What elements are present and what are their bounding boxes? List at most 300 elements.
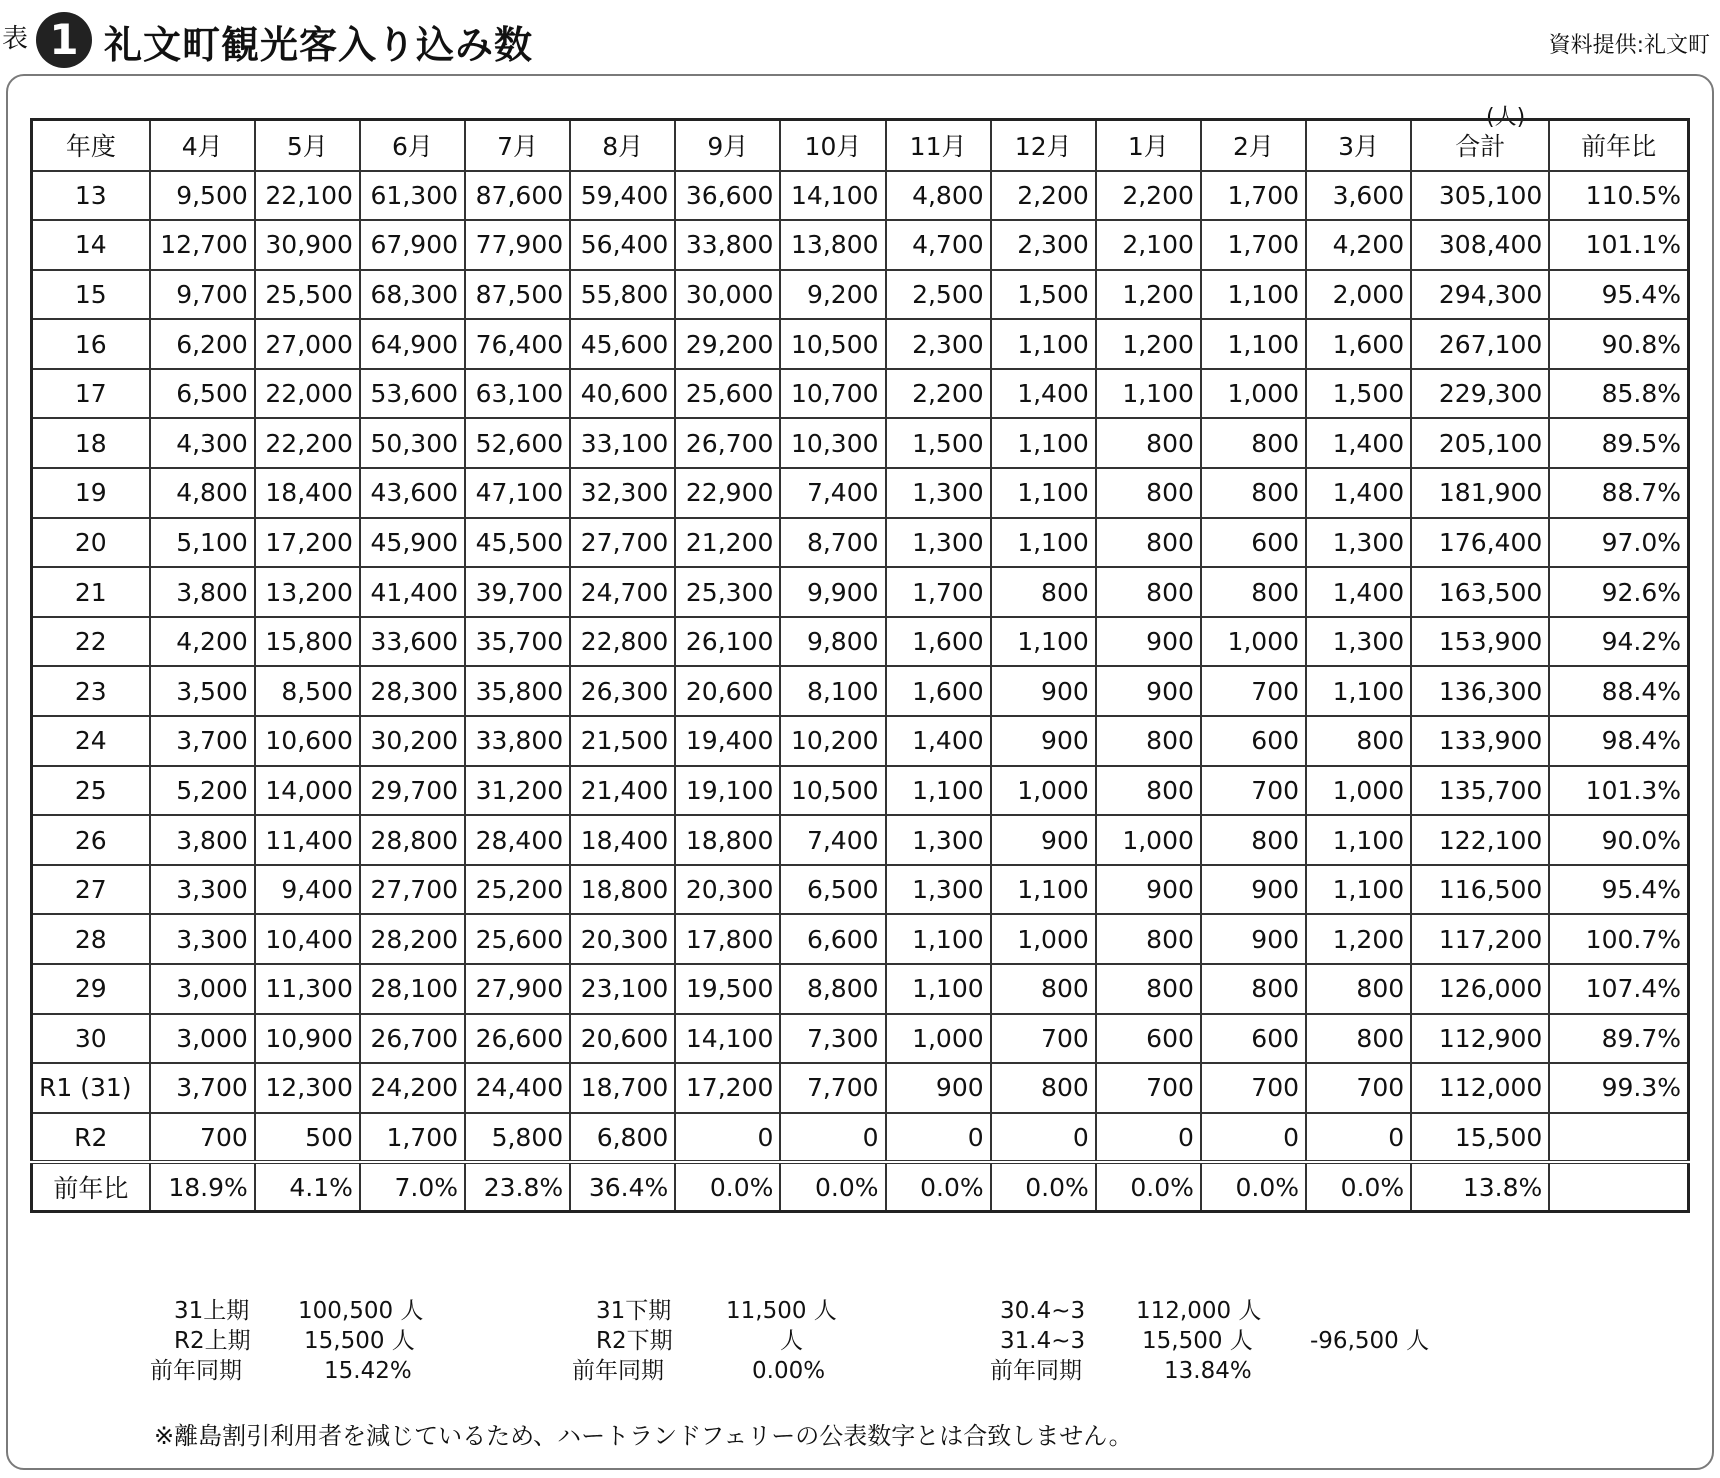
table-cell: 19,100: [675, 766, 780, 816]
column-header: 1月: [1096, 120, 1201, 171]
table-cell: 229,300: [1411, 369, 1549, 419]
table-cell: 1,700: [1201, 220, 1306, 270]
table-cell: 800: [991, 567, 1096, 617]
table-cell: 1,600: [886, 617, 991, 667]
table-cell: 10,500: [780, 766, 885, 816]
summary-value: 13.84%: [1164, 1358, 1252, 1384]
table-cell: 3,800: [150, 815, 255, 865]
table-cell: 4.1%: [255, 1162, 360, 1212]
table-cell: 27,700: [570, 518, 675, 568]
table-cell: 1,100: [991, 418, 1096, 468]
table-cell: 11,300: [255, 964, 360, 1014]
table-cell: 40,600: [570, 369, 675, 419]
table-cell: 600: [1096, 1014, 1201, 1064]
table-cell: 107.4%: [1549, 964, 1688, 1014]
table-cell: 900: [1096, 865, 1201, 915]
table-cell: 95.4%: [1549, 270, 1688, 320]
table-cell: 15,500: [1411, 1113, 1549, 1163]
table-cell: 800: [1096, 914, 1201, 964]
table-cell: 1,100: [1201, 319, 1306, 369]
table-cell: 700: [1201, 666, 1306, 716]
table-cell: 88.4%: [1549, 666, 1688, 716]
table-cell: 800: [1201, 468, 1306, 518]
table-cell: 2,000: [1306, 270, 1411, 320]
table-cell: 800: [991, 964, 1096, 1014]
year-cell: 28: [32, 914, 150, 964]
summary-label: 30.4~3: [1000, 1298, 1086, 1324]
table-cell: 25,600: [465, 914, 570, 964]
table-cell: 205,100: [1411, 418, 1549, 468]
table-cell: 101.3%: [1549, 766, 1688, 816]
table-row: [32, 1113, 1689, 1163]
table-cell: 800: [991, 1063, 1096, 1113]
table-row: [32, 716, 1689, 766]
table-cell: 18,700: [570, 1063, 675, 1113]
table-cell: 28,800: [360, 815, 465, 865]
table-cell: 30,900: [255, 220, 360, 270]
table-cell: 100.7%: [1549, 914, 1688, 964]
table-cell: 1,400: [1306, 418, 1411, 468]
table-cell: 1,100: [991, 865, 1096, 915]
table-cell: 1,200: [1096, 319, 1201, 369]
table-cell: 600: [1201, 518, 1306, 568]
table-cell: 0: [675, 1113, 780, 1163]
table-cell: 21,200: [675, 518, 780, 568]
table-cell: 20,300: [675, 865, 780, 915]
table-cell: 800: [1096, 518, 1201, 568]
table-cell: 1,600: [886, 666, 991, 716]
year-cell: 17: [32, 369, 150, 419]
table-cell: 800: [1306, 1014, 1411, 1064]
table-cell: 89.7%: [1549, 1014, 1688, 1064]
table-cell: 1,100: [1096, 369, 1201, 419]
table-row: [32, 518, 1689, 568]
column-header: 8月: [570, 120, 675, 171]
table-cell: 8,700: [780, 518, 885, 568]
table-cell: 35,700: [465, 617, 570, 667]
table-cell: 87,600: [465, 171, 570, 221]
table-cell: 77,900: [465, 220, 570, 270]
table-cell: 117,200: [1411, 914, 1549, 964]
table-cell: 294,300: [1411, 270, 1549, 320]
table-cell: 2,500: [886, 270, 991, 320]
table-cell: [1549, 1113, 1688, 1163]
summary-label: 前年同期: [990, 1358, 1082, 1384]
summary-value: 15,500 人: [1142, 1328, 1253, 1354]
table-cell: 68,300: [360, 270, 465, 320]
table-cell: 133,900: [1411, 716, 1549, 766]
table-row: [32, 270, 1689, 320]
table-cell: 0.0%: [675, 1162, 780, 1212]
table-cell: 1,200: [1306, 914, 1411, 964]
table-number-badge: 1: [36, 12, 92, 68]
table-cell: 18,800: [570, 865, 675, 915]
table-cell: 7,700: [780, 1063, 885, 1113]
table-cell: 1,000: [991, 766, 1096, 816]
table-cell: 76,400: [465, 319, 570, 369]
table-cell: 1,100: [886, 766, 991, 816]
table-cell: 1,100: [886, 964, 991, 1014]
table-cell: 47,100: [465, 468, 570, 518]
table-cell: 20,300: [570, 914, 675, 964]
column-header: 合計: [1411, 120, 1549, 171]
column-header: 前年比: [1549, 120, 1688, 171]
table-row: [32, 666, 1689, 716]
table-cell: 800: [1306, 716, 1411, 766]
table-cell: 1,400: [1306, 567, 1411, 617]
table-cell: 135,700: [1411, 766, 1549, 816]
table-cell: 1,300: [886, 518, 991, 568]
table-cell: 12,700: [150, 220, 255, 270]
table-cell: 900: [991, 666, 1096, 716]
table-cell: 28,300: [360, 666, 465, 716]
table-cell: 56,400: [570, 220, 675, 270]
table-cell: 22,200: [255, 418, 360, 468]
table-cell: 2,200: [1096, 171, 1201, 221]
table-header-row: [32, 120, 1689, 171]
table-cell: [1549, 1162, 1688, 1212]
year-cell: R2: [32, 1113, 150, 1163]
year-cell: 19: [32, 468, 150, 518]
table-cell: 52,600: [465, 418, 570, 468]
table-cell: 0.0%: [1096, 1162, 1201, 1212]
table-cell: 6,600: [780, 914, 885, 964]
table-cell: 88.7%: [1549, 468, 1688, 518]
table-cell: 0.0%: [886, 1162, 991, 1212]
table-cell: 267,100: [1411, 319, 1549, 369]
table-cell: 1,300: [1306, 617, 1411, 667]
table-cell: 32,300: [570, 468, 675, 518]
summary-label: R2上期: [174, 1328, 251, 1354]
table-cell: 600: [1201, 716, 1306, 766]
table-cell: 0.0%: [1306, 1162, 1411, 1212]
table-cell: 7,400: [780, 468, 885, 518]
summary-label: 31.4~3: [1000, 1328, 1086, 1354]
table-cell: 30,200: [360, 716, 465, 766]
summary-value: 人: [780, 1328, 803, 1354]
table-cell: 18,400: [570, 815, 675, 865]
table-cell: 1,500: [991, 270, 1096, 320]
table-cell: 700: [150, 1113, 255, 1163]
table-cell: 1,700: [1201, 171, 1306, 221]
table-cell: 36,600: [675, 171, 780, 221]
table-cell: 8,800: [780, 964, 885, 1014]
table-cell: 10,300: [780, 418, 885, 468]
table-cell: 1,500: [1306, 369, 1411, 419]
table-cell: 1,400: [1306, 468, 1411, 518]
table-cell: 176,400: [1411, 518, 1549, 568]
table-cell: 6,800: [570, 1113, 675, 1163]
table-cell: 800: [1201, 815, 1306, 865]
summary-label: 前年同期: [572, 1358, 664, 1384]
table-cell: 36.4%: [570, 1162, 675, 1212]
table-cell: 800: [1096, 567, 1201, 617]
table-cell: 181,900: [1411, 468, 1549, 518]
column-header: 5月: [255, 120, 360, 171]
table-cell: 19,500: [675, 964, 780, 1014]
table-cell: 4,300: [150, 418, 255, 468]
table-cell: 3,300: [150, 865, 255, 915]
year-cell: 21: [32, 567, 150, 617]
table-cell: 800: [1201, 418, 1306, 468]
table-cell: 101.1%: [1549, 220, 1688, 270]
ratio-row: [32, 1162, 1689, 1212]
source-credit: 資料提供:礼文町: [1548, 33, 1710, 58]
table-cell: 1,100: [991, 518, 1096, 568]
table-row: [32, 964, 1689, 1014]
table-cell: 0: [1096, 1113, 1201, 1163]
table-cell: 10,900: [255, 1014, 360, 1064]
table-cell: 61,300: [360, 171, 465, 221]
table-cell: 10,500: [780, 319, 885, 369]
year-cell: 14: [32, 220, 150, 270]
table-cell: 25,200: [465, 865, 570, 915]
table-cell: 14,100: [780, 171, 885, 221]
table-row: [32, 865, 1689, 915]
table-cell: 1,100: [991, 617, 1096, 667]
table-cell: 9,800: [780, 617, 885, 667]
table-cell: 24,700: [570, 567, 675, 617]
table-cell: 20,600: [570, 1014, 675, 1064]
table-cell: 90.8%: [1549, 319, 1688, 369]
table-cell: 2,100: [1096, 220, 1201, 270]
table-cell: 900: [886, 1063, 991, 1113]
table-row: [32, 418, 1689, 468]
table-cell: 163,500: [1411, 567, 1549, 617]
table-cell: 28,100: [360, 964, 465, 1014]
table-row: [32, 815, 1689, 865]
table-cell: 41,400: [360, 567, 465, 617]
table-cell: 1,300: [1306, 518, 1411, 568]
table-cell: 1,700: [360, 1113, 465, 1163]
table-row: [32, 617, 1689, 667]
table-cell: 6,200: [150, 319, 255, 369]
column-header: 7月: [465, 120, 570, 171]
year-cell: 23: [32, 666, 150, 716]
footnote: ※離島割引利用者を減じているため、ハートランドフェリーの公表数字とは合致しません。: [154, 1422, 1133, 1450]
table-cell: 2,200: [886, 369, 991, 419]
table-cell: 800: [1306, 964, 1411, 1014]
table-cell: 7.0%: [360, 1162, 465, 1212]
summary-label: 前年同期: [150, 1358, 242, 1384]
table-cell: 19,400: [675, 716, 780, 766]
table-cell: 7,400: [780, 815, 885, 865]
table-cell: 30,000: [675, 270, 780, 320]
table-cell: 9,700: [150, 270, 255, 320]
table-cell: 900: [1201, 865, 1306, 915]
table-cell: 33,800: [465, 716, 570, 766]
table-cell: 110.5%: [1549, 171, 1688, 221]
table-cell: 1,200: [1096, 270, 1201, 320]
table-cell: 25,600: [675, 369, 780, 419]
table-cell: 1,000: [1201, 369, 1306, 419]
table-cell: 800: [1201, 964, 1306, 1014]
table-cell: 22,900: [675, 468, 780, 518]
table-cell: 1,100: [886, 914, 991, 964]
table-cell: 1,100: [991, 319, 1096, 369]
table-cell: 5,200: [150, 766, 255, 816]
table-cell: 95.4%: [1549, 865, 1688, 915]
table-cell: 26,300: [570, 666, 675, 716]
year-cell: 24: [32, 716, 150, 766]
table-cell: 27,900: [465, 964, 570, 1014]
table-cell: 22,100: [255, 171, 360, 221]
table-cell: 0: [991, 1113, 1096, 1163]
table-cell: 700: [1201, 1063, 1306, 1113]
table-cell: 99.3%: [1549, 1063, 1688, 1113]
summary-notes: [0, 1296, 1720, 1386]
summary-label: 31上期: [174, 1298, 250, 1324]
table-cell: 26,700: [360, 1014, 465, 1064]
table-cell: 1,000: [1096, 815, 1201, 865]
table-cell: 3,000: [150, 964, 255, 1014]
table-cell: 9,400: [255, 865, 360, 915]
table-cell: 112,900: [1411, 1014, 1549, 1064]
table-cell: 28,400: [465, 815, 570, 865]
table-cell: 1,300: [886, 468, 991, 518]
table-cell: 90.0%: [1549, 815, 1688, 865]
table-cell: 136,300: [1411, 666, 1549, 716]
table-cell: 3,500: [150, 666, 255, 716]
table-cell: 1,300: [886, 865, 991, 915]
column-header: 2月: [1201, 120, 1306, 171]
table-cell: 800: [1096, 716, 1201, 766]
summary-value: 100,500 人: [298, 1298, 424, 1324]
table-row: [32, 319, 1689, 369]
table-cell: 29,700: [360, 766, 465, 816]
table-cell: 18,800: [675, 815, 780, 865]
table-cell: 500: [255, 1113, 360, 1163]
year-cell: 16: [32, 319, 150, 369]
table-cell: 27,000: [255, 319, 360, 369]
table-cell: 14,100: [675, 1014, 780, 1064]
table-cell: 700: [1306, 1063, 1411, 1113]
table-cell: 45,900: [360, 518, 465, 568]
table-cell: 0: [780, 1113, 885, 1163]
table-cell: 800: [1096, 766, 1201, 816]
table-cell: 8,500: [255, 666, 360, 716]
table-cell: 43,600: [360, 468, 465, 518]
table-cell: 10,700: [780, 369, 885, 419]
table-cell: 0.0%: [991, 1162, 1096, 1212]
column-header: 10月: [780, 120, 885, 171]
table-cell: 700: [991, 1014, 1096, 1064]
table-prefix: 表: [2, 24, 29, 54]
table-cell: 9,500: [150, 171, 255, 221]
table-cell: 22,800: [570, 617, 675, 667]
table-cell: 4,700: [886, 220, 991, 270]
table-cell: 27,700: [360, 865, 465, 915]
table-cell: 33,100: [570, 418, 675, 468]
table-row: [32, 1014, 1689, 1064]
table-cell: 45,600: [570, 319, 675, 369]
table-row: [32, 171, 1689, 221]
table-cell: 3,600: [1306, 171, 1411, 221]
table-cell: 13.8%: [1411, 1162, 1549, 1212]
table-cell: 25,500: [255, 270, 360, 320]
table-cell: 1,700: [886, 567, 991, 617]
table-cell: 5,100: [150, 518, 255, 568]
table-cell: 0: [886, 1113, 991, 1163]
table-cell: 4,200: [150, 617, 255, 667]
table-cell: 29,200: [675, 319, 780, 369]
table-cell: 3,700: [150, 1063, 255, 1113]
table-cell: 305,100: [1411, 171, 1549, 221]
table-cell: 900: [1201, 914, 1306, 964]
page-title: 礼文町観光客入り込み数: [104, 23, 534, 67]
table-cell: 0: [1201, 1113, 1306, 1163]
column-header: 11月: [886, 120, 991, 171]
table-cell: 92.6%: [1549, 567, 1688, 617]
table-cell: 85.8%: [1549, 369, 1688, 419]
year-cell: 13: [32, 171, 150, 221]
table-cell: 1,000: [886, 1014, 991, 1064]
table-cell: 2,300: [886, 319, 991, 369]
table-cell: 1,600: [1306, 319, 1411, 369]
table-cell: 89.5%: [1549, 418, 1688, 468]
table-cell: 12,300: [255, 1063, 360, 1113]
table-cell: 800: [1096, 468, 1201, 518]
summary-value: 112,000 人: [1136, 1298, 1262, 1324]
table-cell: 3,800: [150, 567, 255, 617]
table-cell: 87,500: [465, 270, 570, 320]
year-cell: 29: [32, 964, 150, 1014]
table-row: [32, 369, 1689, 419]
table-cell: 50,300: [360, 418, 465, 468]
table-cell: 33,800: [675, 220, 780, 270]
table-cell: 28,200: [360, 914, 465, 964]
table-row: [32, 1063, 1689, 1113]
table-row: [32, 914, 1689, 964]
table-row: [32, 220, 1689, 270]
table-cell: 10,600: [255, 716, 360, 766]
table-cell: 9,200: [780, 270, 885, 320]
table-cell: 3,000: [150, 1014, 255, 1064]
table-cell: 1,100: [1201, 270, 1306, 320]
table-row: [32, 766, 1689, 816]
table-cell: 20,600: [675, 666, 780, 716]
table-cell: 39,700: [465, 567, 570, 617]
table-cell: 24,400: [465, 1063, 570, 1113]
table-cell: 700: [1201, 766, 1306, 816]
table-cell: 18,400: [255, 468, 360, 518]
year-cell: 15: [32, 270, 150, 320]
column-header: 6月: [360, 120, 465, 171]
table-cell: 63,100: [465, 369, 570, 419]
table-cell: 1,100: [1306, 666, 1411, 716]
year-cell: 20: [32, 518, 150, 568]
table-cell: 98.4%: [1549, 716, 1688, 766]
year-cell: 30: [32, 1014, 150, 1064]
table-cell: 2,300: [991, 220, 1096, 270]
table-cell: 800: [1096, 418, 1201, 468]
table-cell: 1,100: [1306, 815, 1411, 865]
table-cell: 26,600: [465, 1014, 570, 1064]
table-cell: 4,800: [886, 171, 991, 221]
unit-label: (人): [1486, 105, 1526, 130]
column-header: 12月: [991, 120, 1096, 171]
table-cell: 3,300: [150, 914, 255, 964]
summary-label: 31下期: [596, 1298, 672, 1324]
header: [0, 6, 1720, 66]
table-cell: 6,500: [780, 865, 885, 915]
table-cell: 17,200: [675, 1063, 780, 1113]
table-cell: 700: [1096, 1063, 1201, 1113]
year-cell: 26: [32, 815, 150, 865]
table-cell: 14,000: [255, 766, 360, 816]
table-cell: 21,400: [570, 766, 675, 816]
table-cell: 126,000: [1411, 964, 1549, 1014]
